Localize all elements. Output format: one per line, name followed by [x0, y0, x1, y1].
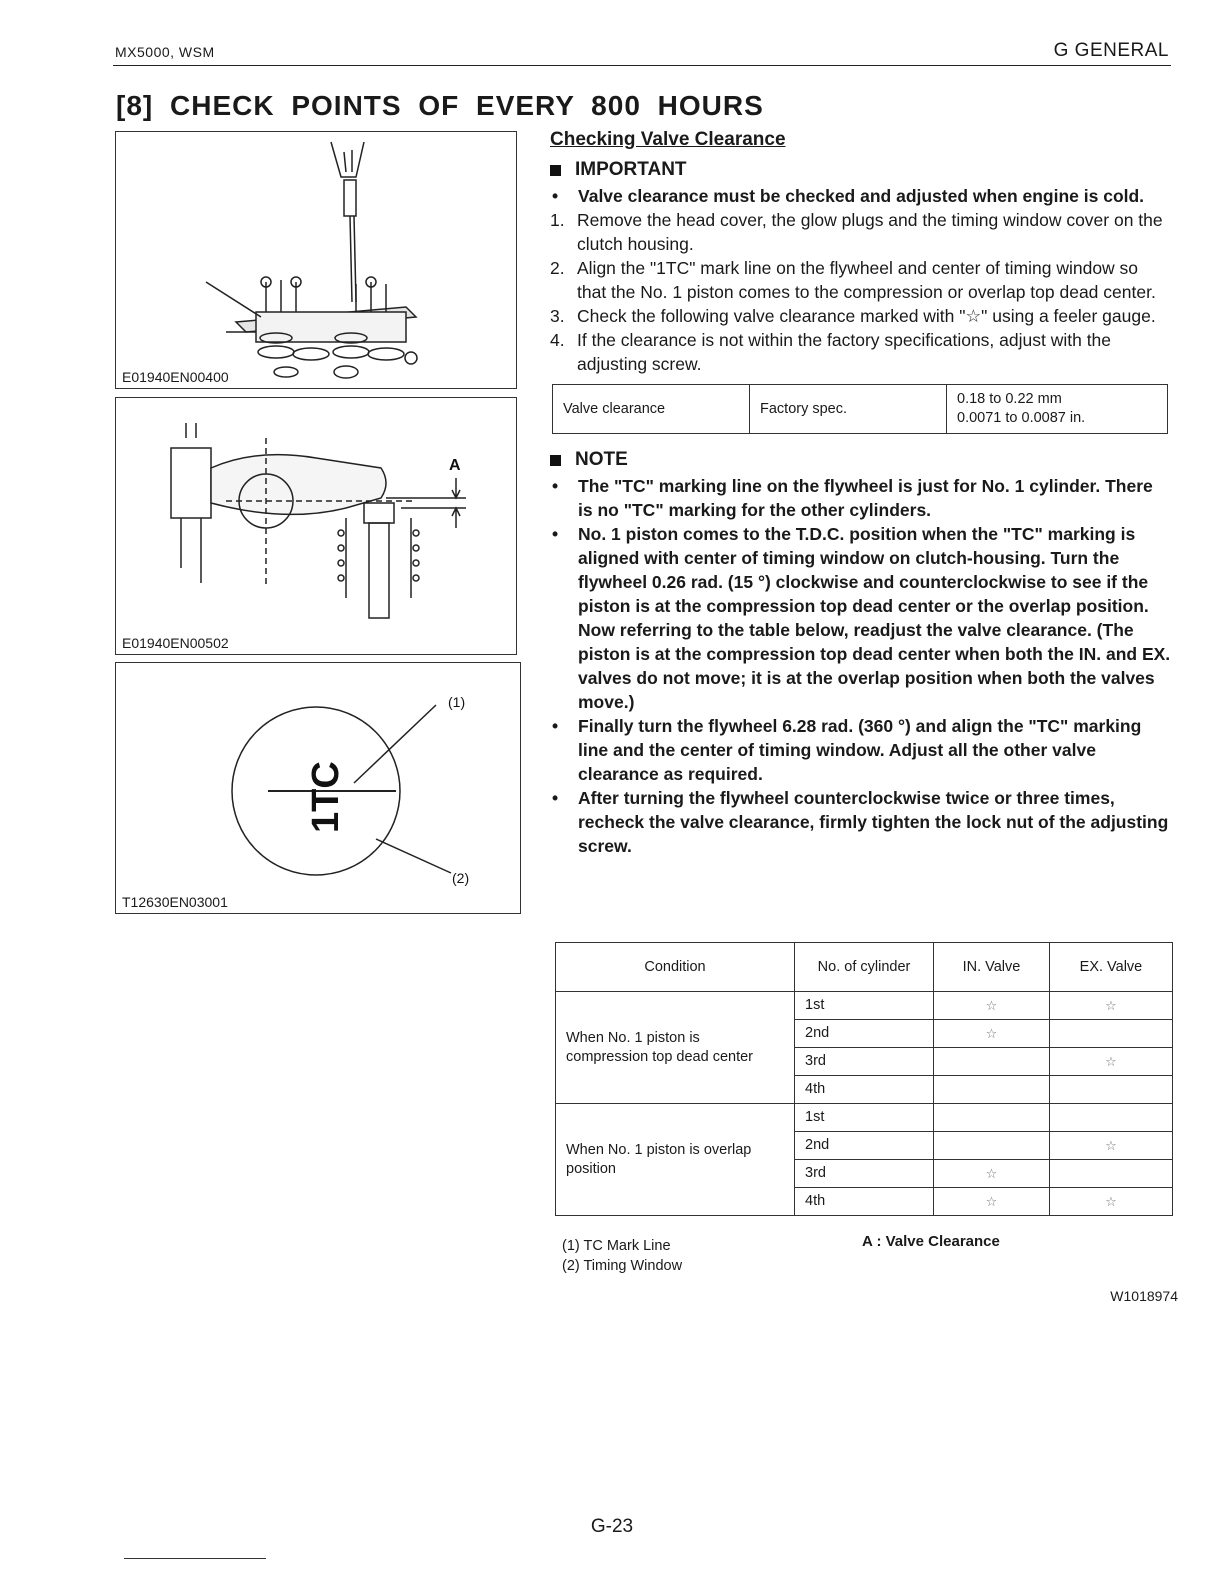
figure-rocker-arm	[115, 397, 517, 655]
figure-code: T12630EN03001	[122, 894, 228, 910]
bullet-icon: •	[552, 716, 559, 736]
doc-code: W1018974	[1110, 1288, 1178, 1304]
page-number: G-23	[590, 1516, 634, 1537]
header-section: G GENERAL	[1053, 40, 1169, 61]
condition-cell: When No. 1 piston is compression top dead center	[556, 992, 795, 1104]
square-bullet-icon	[550, 455, 561, 466]
bullet-icon: •	[552, 186, 559, 206]
table-row: 4th ☆ ☆	[556, 1188, 1173, 1216]
condition-table	[555, 942, 1173, 1216]
header-model: MX5000, WSM	[115, 44, 215, 60]
col-header: EX. Valve	[1049, 943, 1172, 992]
header-rule	[113, 65, 1171, 66]
condition-cell: When No. 1 piston is overlap position	[556, 1104, 795, 1216]
callout-1: (1)	[448, 694, 466, 710]
important-item: • Valve clearance must be checked and adjusted when engine is cold.	[552, 186, 1145, 206]
table-row: 4th	[556, 1076, 1173, 1104]
tc-mark-illustration	[116, 663, 520, 913]
legend-item: (2) Timing Window	[562, 1258, 683, 1274]
bullet-icon: •	[552, 524, 559, 544]
bullet-icon: •	[552, 476, 559, 496]
figure-tc-mark	[115, 662, 521, 914]
bullet-icon: •	[552, 788, 559, 808]
table-row: 3rd ☆	[556, 1048, 1173, 1076]
legend-item: (1) TC Mark Line	[562, 1238, 671, 1254]
subtitle: Checking Valve Clearance	[550, 129, 786, 150]
note-item: • No. 1 piston comes to the T.D.C. position when the "TC" marking is aligned with center of timing window on clutch-housing. Turn the flywheel 0.26 rad. (15 °) clockwise and counterclockwise to see if the piston is at the compression top dead center or the overlap position. Now referring to the table below, readjust the valve clearance. (The piston is at the compression top dead center when both the IN. and EX. valves do not move; it is at the overlap position when both the valves move.)	[552, 524, 1171, 712]
callout-2: (2)	[452, 870, 470, 886]
table-row: 3rd ☆	[556, 1160, 1173, 1188]
note-item: • Finally turn the flywheel 6.28 rad. (360 °) and align the "TC" marking line and the center of timing window. Adjust all the other valve clearance as required.	[552, 716, 1142, 784]
spec-table	[552, 384, 1168, 434]
table-row: When No. 1 piston is compression top dead center 1st ☆ ☆	[556, 992, 1173, 1020]
table-row: 2nd ☆	[556, 1132, 1173, 1160]
spec-label: Factory spec.	[750, 385, 947, 434]
section-title: [8] CHECK POINTS OF EVERY 800 HOURS	[116, 90, 764, 121]
figure-code: E01940EN00400	[122, 369, 229, 385]
spec-item: Valve clearance	[553, 385, 750, 434]
step-item: 4. If the clearance is not within the factory specifications, adjust with the adjusting screw.	[550, 330, 1112, 374]
step-item: 3. Check the following valve clearance marked with "☆" using a feeler gauge.	[550, 306, 1156, 326]
note-item: • The "TC" marking line on the flywheel is just for No. 1 cylinder. There is no "TC" marking for the other cylinders.	[552, 476, 1153, 520]
figure-valve-gauge	[115, 131, 517, 389]
legend-a: A : Valve Clearance	[862, 1233, 1000, 1250]
important-heading: IMPORTANT	[550, 158, 1172, 182]
note-item: • After turning the flywheel counterclockwise twice or three times, recheck the valve clearance, firmly tighten the lock nut of the adjusting screw.	[552, 788, 1169, 856]
rocker-arm-illustration	[116, 398, 516, 654]
figure-code: E01940EN00502	[122, 635, 229, 651]
col-header: No. of cylinder	[795, 943, 934, 992]
table-row: When No. 1 piston is overlap position 1st	[556, 1104, 1173, 1132]
valve-feeler-gauge-illustration	[116, 132, 516, 388]
table-row: 2nd ☆	[556, 1020, 1173, 1048]
col-header: Condition	[556, 943, 795, 992]
col-header: IN. Valve	[934, 943, 1050, 992]
step-item: 2. Align the "1TC" mark line on the flywheel and center of timing window so that the No. 1 piston comes to the compression or overlap top dead center.	[550, 258, 1156, 302]
table-header-row	[556, 943, 1173, 992]
spec-value: 0.18 to 0.22 mm 0.0071 to 0.0087 in.	[947, 385, 1168, 434]
main-content	[550, 128, 1172, 858]
footer-rule	[124, 1558, 266, 1559]
figure-legend	[562, 1236, 682, 1276]
tc-mark-text: 1TC	[305, 761, 347, 833]
figure-label-a: A	[449, 457, 461, 474]
note-heading: NOTE	[550, 448, 1172, 472]
square-bullet-icon	[550, 165, 561, 176]
step-item: 1. Remove the head cover, the glow plugs and the timing window cover on the clutch housing.	[550, 210, 1163, 254]
